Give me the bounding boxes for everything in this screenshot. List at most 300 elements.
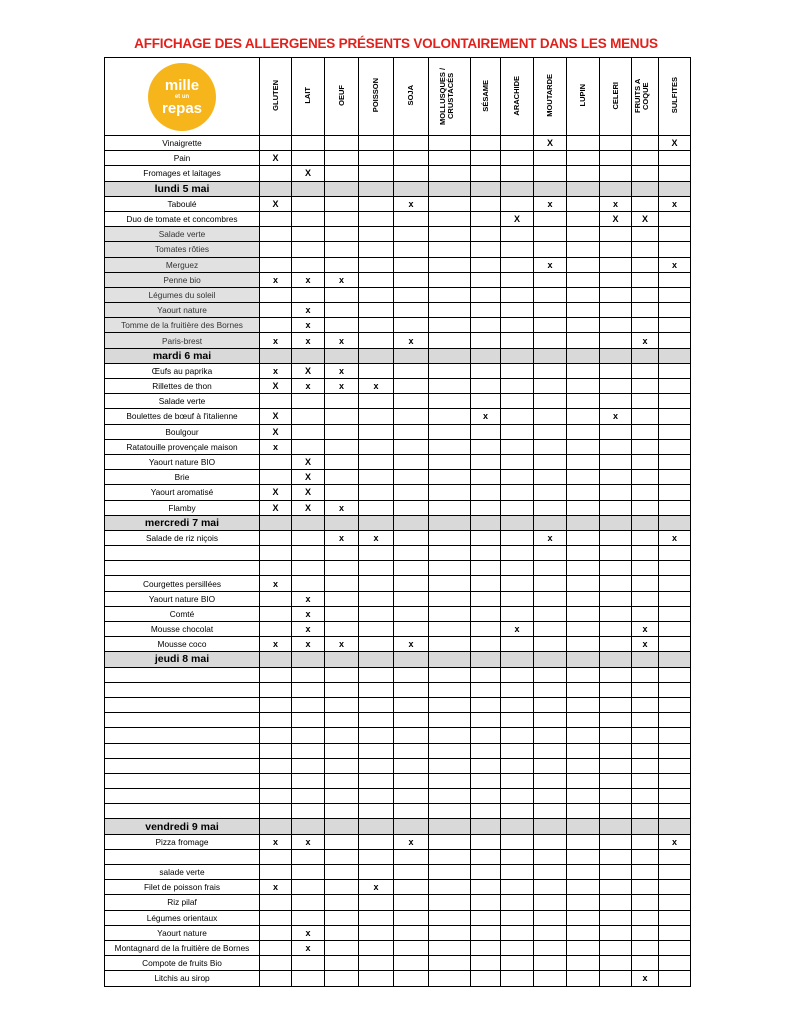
allergen-mark: x <box>325 333 359 348</box>
day-header-cell <box>471 515 501 530</box>
allergen-mark <box>325 728 359 743</box>
allergen-mark <box>567 637 600 652</box>
allergen-mark <box>534 956 567 971</box>
allergen-mark <box>600 728 632 743</box>
allergen-mark <box>429 622 471 637</box>
allergen-mark <box>260 211 292 226</box>
allergen-mark <box>534 394 567 409</box>
day-header-row <box>105 515 691 530</box>
allergen-mark <box>292 697 325 712</box>
allergen-mark: x <box>394 834 429 849</box>
day-header-cell <box>659 652 691 667</box>
allergen-mark <box>429 773 471 788</box>
allergen-mark <box>260 728 292 743</box>
allergen-mark <box>292 227 325 242</box>
allergen-mark <box>429 697 471 712</box>
allergen-mark <box>471 227 501 242</box>
day-header-cell <box>632 181 659 196</box>
allergen-mark <box>394 895 429 910</box>
allergen-mark <box>325 576 359 591</box>
allergen-mark <box>260 287 292 302</box>
allergen-mark <box>325 895 359 910</box>
allergen-mark <box>471 500 501 515</box>
day-header-cell <box>260 181 292 196</box>
allergen-mark <box>394 136 429 151</box>
day-header-cell <box>325 515 359 530</box>
allergen-mark <box>567 379 600 394</box>
allergen-mark <box>501 606 534 621</box>
day-header-cell <box>659 348 691 363</box>
col-lupin <box>567 58 600 136</box>
table-row <box>105 606 691 621</box>
allergen-mark <box>394 272 429 287</box>
col-fruits-a-coque <box>632 58 659 136</box>
allergen-mark <box>292 546 325 561</box>
allergen-mark <box>600 682 632 697</box>
allergen-mark <box>325 409 359 424</box>
allergen-mark: X <box>600 211 632 226</box>
table-row <box>105 804 691 819</box>
allergen-mark <box>429 971 471 986</box>
col-celeri <box>600 58 632 136</box>
allergen-mark <box>659 470 691 485</box>
allergen-mark <box>471 849 501 864</box>
allergen-mark: x <box>359 530 394 545</box>
table-row <box>105 363 691 378</box>
allergen-mark <box>471 804 501 819</box>
allergen-mark <box>429 166 471 181</box>
allergen-mark <box>292 865 325 880</box>
allergen-mark <box>567 485 600 500</box>
allergen-mark <box>260 530 292 545</box>
allergen-mark <box>534 834 567 849</box>
dish-name: Salade verte <box>105 227 260 242</box>
allergen-mark <box>292 151 325 166</box>
allergen-mark <box>359 500 394 515</box>
allergen-mark <box>359 333 394 348</box>
allergen-mark <box>394 925 429 940</box>
allergen-mark <box>325 713 359 728</box>
allergen-mark <box>325 956 359 971</box>
allergen-mark <box>394 530 429 545</box>
allergen-mark <box>534 439 567 454</box>
allergen-mark <box>359 804 394 819</box>
allergen-mark <box>659 849 691 864</box>
day-header-cell <box>429 819 471 834</box>
logo-line-2: et un <box>174 93 190 100</box>
allergen-mark <box>567 865 600 880</box>
allergen-mark <box>600 151 632 166</box>
day-header-cell <box>325 348 359 363</box>
day-header-cell <box>260 515 292 530</box>
day-header-cell <box>292 515 325 530</box>
dish-name <box>105 789 260 804</box>
allergen-mark <box>534 728 567 743</box>
day-header-cell <box>359 348 394 363</box>
allergen-mark <box>534 242 567 257</box>
allergen-mark <box>325 242 359 257</box>
allergen-mark: x <box>659 257 691 272</box>
day-header-cell <box>394 181 429 196</box>
table-row <box>105 971 691 986</box>
allergen-mark <box>501 546 534 561</box>
allergen-mark <box>632 849 659 864</box>
allergen-mark <box>359 591 394 606</box>
allergen-mark <box>600 804 632 819</box>
allergen-mark <box>632 789 659 804</box>
allergen-mark <box>534 500 567 515</box>
allergen-mark <box>325 318 359 333</box>
allergen-mark: x <box>260 880 292 895</box>
table-row <box>105 303 691 318</box>
allergen-mark <box>359 136 394 151</box>
allergen-mark <box>292 211 325 226</box>
allergen-mark <box>567 667 600 682</box>
dish-name <box>105 758 260 773</box>
allergen-mark <box>359 773 394 788</box>
allergen-mark: X <box>292 470 325 485</box>
allergen-mark <box>501 880 534 895</box>
allergen-mark <box>600 439 632 454</box>
allergen-mark <box>394 211 429 226</box>
allergen-mark <box>325 622 359 637</box>
allergen-mark <box>471 940 501 955</box>
allergen-mark <box>471 333 501 348</box>
allergen-mark <box>292 910 325 925</box>
allergen-mark <box>292 758 325 773</box>
allergen-mark <box>394 910 429 925</box>
allergen-mark <box>429 940 471 955</box>
dish-name: Yaourt aromatisé <box>105 485 260 500</box>
dish-name: Litchis au sirop <box>105 971 260 986</box>
allergen-mark <box>394 500 429 515</box>
table-row <box>105 500 691 515</box>
allergen-label: SULFITES <box>669 77 679 114</box>
allergen-mark <box>600 303 632 318</box>
table-row <box>105 530 691 545</box>
allergen-mark <box>359 743 394 758</box>
dish-name: Merguez <box>105 257 260 272</box>
table-row <box>105 379 691 394</box>
allergen-mark <box>394 956 429 971</box>
allergen-mark <box>567 713 600 728</box>
allergen-mark: x <box>394 333 429 348</box>
allergen-mark <box>501 318 534 333</box>
allergen-mark <box>260 804 292 819</box>
allergen-mark <box>659 682 691 697</box>
allergen-mark <box>600 530 632 545</box>
allergen-mark <box>359 895 394 910</box>
allergen-mark <box>471 697 501 712</box>
allergen-mark <box>325 804 359 819</box>
day-header-cell <box>260 652 292 667</box>
allergen-mark <box>534 409 567 424</box>
table-row <box>105 576 691 591</box>
dish-name: Taboulé <box>105 196 260 211</box>
header-row <box>105 58 691 136</box>
allergen-mark <box>600 758 632 773</box>
day-header-row <box>105 819 691 834</box>
table-row <box>105 895 691 910</box>
allergen-mark <box>260 257 292 272</box>
allergen-mark <box>359 318 394 333</box>
allergen-mark <box>600 379 632 394</box>
allergen-mark: x <box>260 637 292 652</box>
allergen-mark <box>600 242 632 257</box>
allergen-mark <box>534 743 567 758</box>
allergen-mark <box>567 196 600 211</box>
allergen-mark <box>429 546 471 561</box>
col-sulfites <box>659 58 691 136</box>
allergen-mark <box>394 682 429 697</box>
allergen-mark <box>394 454 429 469</box>
allergen-mark <box>325 166 359 181</box>
allergen-mark <box>359 409 394 424</box>
allergen-mark <box>471 151 501 166</box>
allergen-mark <box>534 363 567 378</box>
allergen-mark <box>632 363 659 378</box>
table-row <box>105 667 691 682</box>
allergen-mark <box>260 682 292 697</box>
dish-name <box>105 773 260 788</box>
table-row <box>105 485 691 500</box>
allergen-mark <box>260 773 292 788</box>
allergen-mark: x <box>632 971 659 986</box>
day-header-cell <box>632 348 659 363</box>
allergen-mark <box>632 667 659 682</box>
day-header-cell <box>600 181 632 196</box>
allergen-mark <box>429 470 471 485</box>
allergen-mark <box>600 394 632 409</box>
allergen-mark <box>292 394 325 409</box>
allergen-label: OEUF <box>336 85 346 106</box>
allergen-mark <box>659 409 691 424</box>
allergen-mark <box>292 257 325 272</box>
allergen-mark <box>659 561 691 576</box>
allergen-mark <box>600 546 632 561</box>
table-row <box>105 697 691 712</box>
allergen-mark <box>394 728 429 743</box>
allergen-mark <box>260 606 292 621</box>
allergen-mark: x <box>292 333 325 348</box>
allergen-mark: x <box>292 318 325 333</box>
allergen-mark <box>534 211 567 226</box>
allergen-mark <box>359 166 394 181</box>
allergen-mark <box>292 196 325 211</box>
table-row <box>105 272 691 287</box>
day-header-cell <box>659 515 691 530</box>
allergen-mark <box>429 880 471 895</box>
table-row <box>105 439 691 454</box>
table-row <box>105 136 691 151</box>
allergen-mark <box>501 379 534 394</box>
allergen-mark <box>659 956 691 971</box>
allergen-mark: x <box>632 637 659 652</box>
table-row <box>105 546 691 561</box>
dish-name: Flamby <box>105 500 260 515</box>
allergen-mark <box>359 637 394 652</box>
dish-name: Comté <box>105 606 260 621</box>
allergen-mark <box>501 865 534 880</box>
allergen-mark <box>632 956 659 971</box>
allergen-mark: x <box>292 637 325 652</box>
allergen-mark <box>632 409 659 424</box>
allergen-mark <box>534 303 567 318</box>
day-header-cell <box>260 819 292 834</box>
allergen-mark <box>501 363 534 378</box>
allergen-mark <box>567 758 600 773</box>
allergen-mark <box>471 728 501 743</box>
allergen-mark <box>471 379 501 394</box>
allergen-mark <box>567 622 600 637</box>
allergen-mark <box>567 546 600 561</box>
allergen-mark <box>632 880 659 895</box>
allergen-mark <box>567 363 600 378</box>
allergen-mark <box>325 591 359 606</box>
allergen-mark <box>567 789 600 804</box>
day-header-cell <box>394 348 429 363</box>
allergen-mark <box>325 880 359 895</box>
allergen-mark <box>471 789 501 804</box>
allergen-mark <box>632 485 659 500</box>
allergen-mark <box>429 758 471 773</box>
allergen-mark <box>429 591 471 606</box>
table-row <box>105 470 691 485</box>
dish-name <box>105 713 260 728</box>
allergen-mark <box>567 849 600 864</box>
allergen-mark <box>260 789 292 804</box>
allergen-mark <box>501 196 534 211</box>
allergen-mark <box>659 576 691 591</box>
dish-name: Ratatouille provençale maison <box>105 439 260 454</box>
day-header-cell <box>325 819 359 834</box>
allergen-mark <box>600 470 632 485</box>
allergen-mark <box>632 743 659 758</box>
allergen-mark <box>260 925 292 940</box>
dish-name: Vinaigrette <box>105 136 260 151</box>
allergen-mark <box>632 500 659 515</box>
allergen-mark <box>429 409 471 424</box>
dish-name <box>105 743 260 758</box>
allergen-mark <box>325 561 359 576</box>
allergen-mark: x <box>292 940 325 955</box>
allergen-mark <box>632 379 659 394</box>
allergen-mark <box>659 485 691 500</box>
allergen-mark <box>292 576 325 591</box>
allergen-mark <box>567 682 600 697</box>
allergen-mark <box>534 940 567 955</box>
allergen-mark <box>632 151 659 166</box>
allergen-mark <box>600 257 632 272</box>
allergen-mark <box>501 971 534 986</box>
allergen-mark <box>471 439 501 454</box>
allergen-mark <box>429 713 471 728</box>
allergen-mark <box>429 379 471 394</box>
allergen-mark <box>394 789 429 804</box>
allergen-mark: x <box>325 363 359 378</box>
allergen-mark <box>600 880 632 895</box>
allergen-mark <box>260 136 292 151</box>
dish-name: Tomates rôties <box>105 242 260 257</box>
allergen-mark <box>632 530 659 545</box>
allergen-mark <box>632 470 659 485</box>
allergen-mark <box>501 424 534 439</box>
allergen-mark: x <box>260 576 292 591</box>
allergen-mark: X <box>292 363 325 378</box>
dish-name <box>105 728 260 743</box>
allergen-mark <box>501 682 534 697</box>
day-header-cell <box>501 819 534 834</box>
allergen-label: ARACHIDE <box>512 75 522 116</box>
allergen-mark <box>394 743 429 758</box>
allergen-mark <box>567 576 600 591</box>
allergen-mark <box>325 196 359 211</box>
allergen-mark <box>632 728 659 743</box>
day-header-cell <box>534 348 567 363</box>
col-mollusques <box>429 58 471 136</box>
allergen-mark <box>394 546 429 561</box>
allergen-mark <box>394 379 429 394</box>
allergen-mark <box>325 834 359 849</box>
allergen-mark <box>632 940 659 955</box>
allergen-mark: x <box>325 379 359 394</box>
allergen-mark <box>632 895 659 910</box>
allergen-mark <box>600 591 632 606</box>
day-header-row <box>105 348 691 363</box>
allergen-mark <box>260 227 292 242</box>
allergen-mark <box>659 211 691 226</box>
allergen-mark <box>359 622 394 637</box>
allergen-mark: x <box>534 257 567 272</box>
allergen-mark <box>471 576 501 591</box>
allergen-mark <box>471 971 501 986</box>
allergen-mark <box>429 211 471 226</box>
allergen-mark <box>292 789 325 804</box>
allergen-mark <box>471 834 501 849</box>
allergen-mark: x <box>394 637 429 652</box>
allergen-mark <box>600 940 632 955</box>
table-row <box>105 789 691 804</box>
table-row <box>105 333 691 348</box>
dish-name: Montagnard de la fruitière de Bornes <box>105 940 260 955</box>
allergen-mark <box>359 211 394 226</box>
allergen-mark <box>501 925 534 940</box>
allergen-mark <box>567 773 600 788</box>
allergen-mark <box>501 394 534 409</box>
allergen-mark <box>394 394 429 409</box>
dish-name <box>105 849 260 864</box>
allergen-mark <box>567 895 600 910</box>
allergen-mark <box>394 470 429 485</box>
allergen-mark <box>394 318 429 333</box>
allergen-mark <box>567 287 600 302</box>
day-label: mardi 6 mai <box>105 348 260 363</box>
allergen-mark <box>325 925 359 940</box>
allergen-mark <box>501 257 534 272</box>
allergen-mark <box>501 166 534 181</box>
allergen-mark <box>600 166 632 181</box>
table-row <box>105 880 691 895</box>
allergen-mark <box>659 227 691 242</box>
allergen-mark <box>260 743 292 758</box>
table-row <box>105 834 691 849</box>
allergen-mark <box>659 287 691 302</box>
day-header-cell <box>534 652 567 667</box>
allergen-mark <box>260 303 292 318</box>
allergen-mark <box>325 485 359 500</box>
allergen-mark <box>394 257 429 272</box>
allergen-mark <box>429 561 471 576</box>
